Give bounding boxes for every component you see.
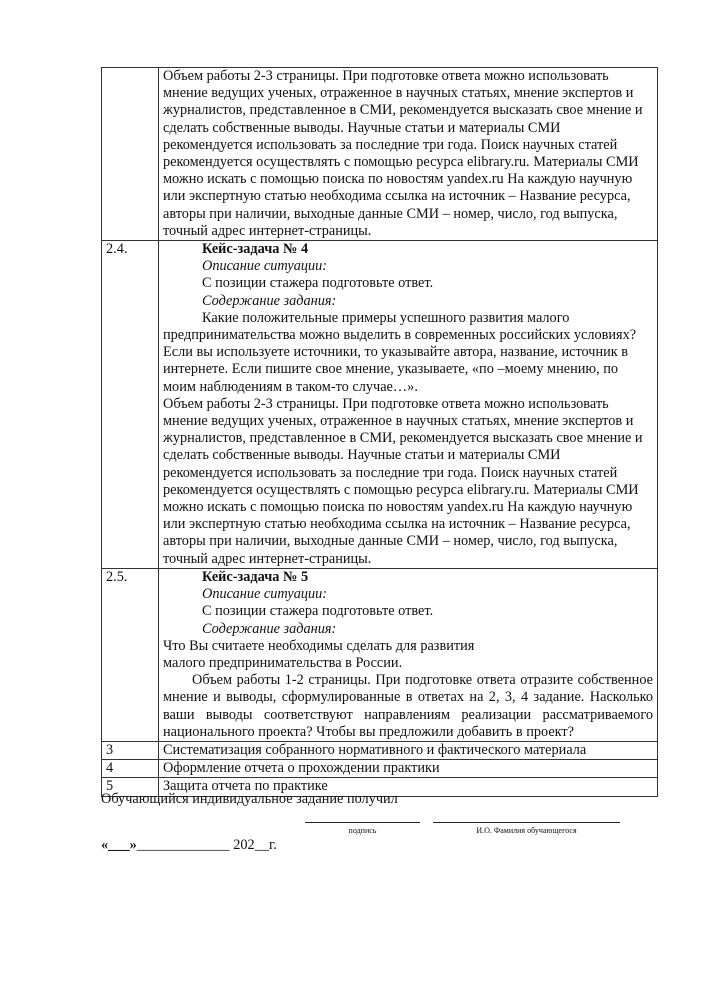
signature-line bbox=[305, 822, 420, 823]
row-number: 4 bbox=[102, 760, 159, 778]
volume-text: Объем работы 2-3 страницы. При подготовке ответа можно использовать мнение ведущих ученых, отраженное в научных статьях, мнение экспертов и журналистов, представленное в СМИ, рекомендуется высказать свое мнение и сделать собственные выводы. Научные статьи и материалы СМИ рекомендуется использовать за последние три года. Поиск научных статей рекомендуется осуществлять с помощью ресурса elibrary.ru. Материалы СМИ можно искать с помощью поиска по новостям yandex.ru На каждую научную или экспертную статью необходима ссылка на источник – Название ресурса, авторы при наличии, выходные данные СМИ – номер, число, год выпуска, точный адрес интернет-страницы. bbox=[163, 395, 643, 567]
row-number: 2.4. bbox=[102, 241, 159, 569]
table-row bbox=[102, 741, 658, 759]
row-content: Защита отчета по практике bbox=[159, 778, 658, 796]
content-label: Содержание задания: bbox=[202, 292, 337, 309]
date-year: 202__г. bbox=[229, 837, 277, 853]
date-line bbox=[101, 837, 277, 854]
date-day: «___» bbox=[101, 837, 137, 853]
row-content bbox=[159, 568, 658, 741]
name-line bbox=[433, 822, 620, 823]
content-label: Содержание задания: bbox=[202, 620, 337, 637]
date-month: _____________ bbox=[136, 837, 230, 853]
table-row bbox=[102, 568, 658, 741]
question-text: Что Вы считаете необходимы сделать для развития малого предпринимательства в России. bbox=[163, 637, 475, 671]
table-row bbox=[102, 241, 658, 569]
volume-text: Объем работы 1-2 страницы. При подготовке ответа отразите собственное мнение и выводы, сформулированные в ответах на 2, 3, 4 задание. Насколько ваши выводы соответствуют направлениям реализации рассматриваемого национального проекта? Чтобы вы предложили добавить в проект? bbox=[163, 672, 653, 740]
assignment-received-text: Обучающийся индивидуальное задание получил bbox=[101, 791, 398, 807]
row-content bbox=[159, 68, 658, 241]
situation-text: С позиции стажера подготовьте ответ. bbox=[202, 603, 434, 620]
signature-label: подпись bbox=[348, 826, 377, 835]
question-text: Какие положительные примеры успешного развития малого предпринимательства можно выделить в современных российских условиях? Если вы используете источники, то указывайте автора, название, источник в интернете. Если пишите свое мнение, указываете, «по –моему мнению, по моим наблюдениям в таком-то случае…». bbox=[163, 309, 637, 395]
row-content: Оформление отчета о прохождении практики bbox=[159, 760, 658, 778]
situation-label: Описание ситуации: bbox=[202, 586, 328, 603]
name-label: И.О. Фамилия обучающегося bbox=[476, 826, 577, 835]
case-title: Кейс-задача № 5 bbox=[202, 568, 309, 585]
case-title: Кейс-задача № 4 bbox=[202, 241, 309, 258]
row-content: Систематизация собранного нормативного и фактического материала bbox=[159, 741, 658, 759]
table-row bbox=[102, 760, 658, 778]
situation-label: Описание ситуации: bbox=[202, 258, 328, 275]
row-number: 3 bbox=[102, 741, 159, 759]
row-content bbox=[159, 241, 658, 569]
task-table bbox=[101, 67, 658, 797]
situation-text: С позиции стажера подготовьте ответ. bbox=[202, 275, 434, 292]
row-number: 5 bbox=[102, 778, 159, 796]
row-number bbox=[102, 68, 159, 241]
table-row bbox=[102, 68, 658, 241]
row-number: 2.5. bbox=[102, 568, 159, 741]
volume-text: Объем работы 2-3 страницы. При подготовке ответа можно использовать мнение ведущих ученых, отраженное в научных статьях, мнение экспертов и журналистов, представленное в СМИ, рекомендуется высказать свое мнение и сделать собственные выводы. Научные статьи и материалы СМИ рекомендуется использовать за последние три года. Поиск научных статей рекомендуется осуществлять с помощью ресурса elibrary.ru. Материалы СМИ можно искать с помощью поиска по новостям yandex.ru На каждую научную или экспертную статью необходима ссылка на источник – Название ресурса, авторы при наличии, выходные данные СМИ – номер, число, год выпуска, точный адрес интернет-страницы. bbox=[163, 68, 643, 239]
